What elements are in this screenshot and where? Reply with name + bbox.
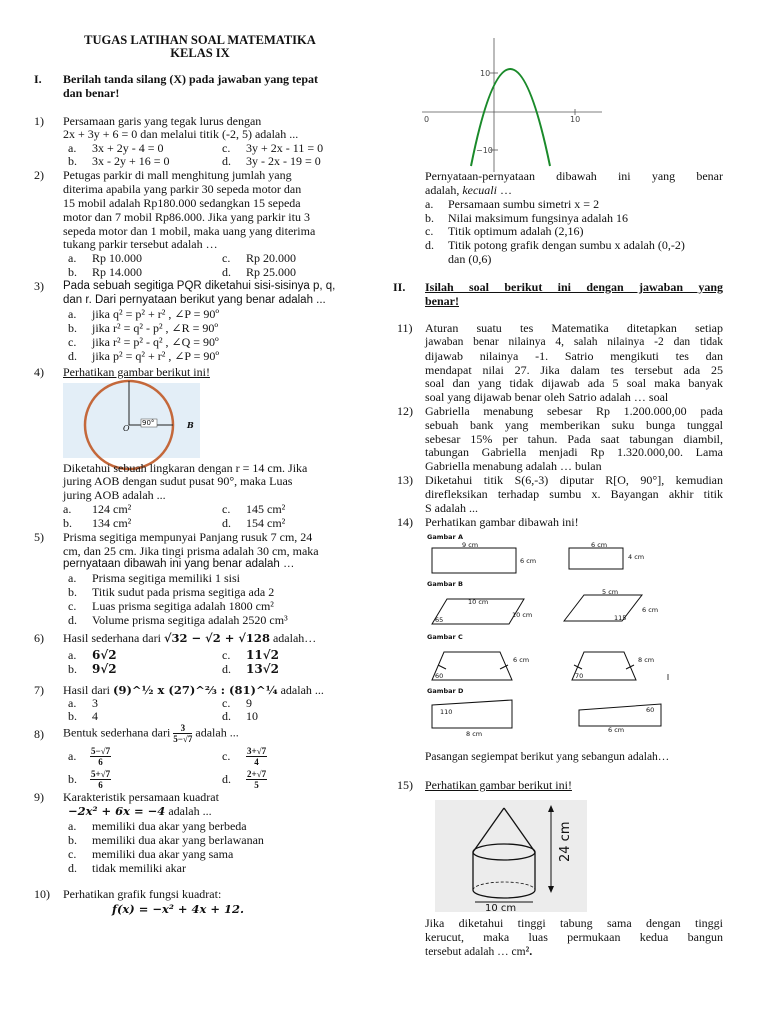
q13-number: 13) <box>397 473 413 487</box>
q4-option-c[interactable]: c. 145 cm² <box>222 502 286 516</box>
q10-text-line3: adalah, kecuali … <box>425 183 512 197</box>
doc-subtitle: KELAS IX <box>170 46 230 60</box>
rect-a2 <box>569 548 623 569</box>
d1-angle-label: 110 <box>440 708 453 716</box>
q11-text-line2: jawaban benar nilainya 4, salah nilainya -2 dan tidak <box>425 336 723 348</box>
b2-side-label: 6 cm <box>642 606 659 614</box>
q7-option-a[interactable]: a. 3 <box>68 696 98 710</box>
q4-circle-figure <box>63 383 200 458</box>
section2-instruction-line2: benar! <box>425 294 459 308</box>
q5-number: 5) <box>34 530 44 544</box>
x-tick-10: 10 <box>570 115 581 124</box>
q10-function: f(x) = −x² + 4x + 12. <box>112 902 245 916</box>
label-gambar-b: Gambar B <box>427 580 463 588</box>
q2-option-c[interactable]: c. Rp 20.000 <box>222 251 297 265</box>
doc-title: TUGAS LATIHAN SOAL MATEMATIKA <box>84 33 316 47</box>
section2-number: II. <box>393 280 406 294</box>
q14-number: 14) <box>397 515 413 529</box>
q14-text-line1: Perhatikan gambar dibawah ini! <box>425 515 579 529</box>
q7-option-b[interactable]: b. 4 <box>68 709 98 723</box>
q3-option-b[interactable]: b. jika r² = q² - p² , ∠R = 90º <box>68 321 219 335</box>
rect-a1 <box>432 548 516 573</box>
q10-parabola-graph <box>422 34 602 174</box>
q11-text-line4: mendapat nilai 27. Jika dalam tes tersebut ada 25 <box>425 363 723 377</box>
c2-angle-label: 70 <box>575 672 584 680</box>
q12-text-line1: Gabriella menabung sebesar Rp 1.200.000,00 pada <box>425 404 723 418</box>
q8-option-d[interactable]: d. $\frac{2+√7}{5}$ <box>222 769 267 790</box>
q3-option-c[interactable]: c. jika r² = p² - q² , ∠Q = 90º <box>68 335 219 349</box>
q8-number: 8) <box>34 727 44 741</box>
q2-number: 2) <box>34 168 44 182</box>
q5-option-b[interactable]: b. Titik sudut pada prisma segitiga ada 2 <box>68 585 275 599</box>
q9-text-line2: −2x² + 6x = −4 adalah ... <box>68 804 212 818</box>
q7-text-line1: Hasil dari (9)^½ x (27)^⅔ : (81)^¼ adalah ... <box>63 683 324 697</box>
q6-option-a[interactable]: a. 6√2 <box>68 648 117 662</box>
q4-text-line1: Perhatikan gambar berikut ini! <box>63 365 210 379</box>
b1-top-label: 10 cm <box>468 598 489 606</box>
q5-text-line3: pernyataan dibawah ini yang benar adalah … <box>63 558 295 570</box>
diameter-label: 10 cm <box>485 903 517 914</box>
b2-top-label: 5 cm <box>602 588 619 596</box>
q15-text-line3: kerucut, maka luas permukaan kedua bangun <box>425 930 723 944</box>
d1-bottom-label: 8 cm <box>466 730 483 738</box>
q13-text-line3: S adalah ... <box>425 501 478 515</box>
q4-option-a[interactable]: a. 124 cm² <box>63 502 132 516</box>
q8-text-line1: Bentuk sederhana dari $\frac{3}{5-√7}$ adalah ... <box>63 723 239 744</box>
q2-text-line2: diterima apabila yang parkir 30 sepeda motor dan <box>63 182 302 196</box>
section1-number: I. <box>34 72 42 86</box>
q11-text-line6: soal yang dijawab benar oleh Satrio adalah … soal <box>425 390 669 404</box>
q1-text-line1: Persamaan garis yang tegak lurus dengan <box>63 114 262 128</box>
q10-option-d[interactable]: d. Titik potong grafik dengan sumbu x adalah (0,-2) <box>425 238 685 252</box>
q15-number: 15) <box>397 778 413 792</box>
d2-bottom-label: 6 cm <box>608 726 625 734</box>
q14-text-line2: Pasangan segiempat berikut yang sebangun adalah… <box>425 751 670 763</box>
q4-option-d[interactable]: d. 154 cm² <box>222 516 286 530</box>
q10-text-line1: Perhatikan grafik fungsi kuadrat: <box>63 887 222 901</box>
q13-text-line2: direfleksikan terhadap sumbu x. Bayangan akhir titik <box>425 487 723 501</box>
q10-number: 10) <box>34 887 50 901</box>
q10-option-a[interactable]: a. Persamaan sumbu simetri x = 2 <box>425 197 600 211</box>
q6-option-d[interactable]: d. 13√2 <box>222 662 279 676</box>
cylinder-bottom <box>473 890 535 898</box>
q14-quadrilaterals-figure <box>424 532 674 737</box>
q1-text-line2: 2x + 3y + 6 = 0 dan melalui titik (-2, 5) adalah ... <box>63 127 299 141</box>
q9-option-a[interactable]: a. memiliki dua akar yang berbeda <box>68 819 247 833</box>
a1-top-label: 9 cm <box>462 541 479 549</box>
q12-text-line3: sebesar 15% per tahun. Pada saat tabungan diambil, <box>425 432 723 446</box>
q11-number: 11) <box>397 321 413 335</box>
q13-text-line1: Diketahui titik S(6,-3) diputar R[O, 90°], kemudian <box>425 473 723 487</box>
q2-text-line1: Petugas parkir di mall menghitung jumlah yang <box>63 168 292 182</box>
angle-label: 90° <box>142 419 155 427</box>
trapezoid-c1 <box>432 652 512 680</box>
x-tick-0: 0 <box>424 115 430 124</box>
q6-option-b[interactable]: b. 9√2 <box>68 662 117 676</box>
q12-text-line5: Gabriella menabung adalah … bulan <box>425 459 602 473</box>
q15-text-line2: Jika diketahui tinggi tabung sama dengan tinggi <box>425 916 723 930</box>
section1-instruction-line2: dan benar! <box>63 86 120 100</box>
parallelogram-b2 <box>564 595 642 621</box>
q6-option-c[interactable]: c. 11√2 <box>222 648 279 662</box>
section2-instruction-line1: Isilah soal berikut ini dengan jawaban yang <box>425 280 723 294</box>
a2-side-label: 4 cm <box>628 553 645 561</box>
q11-text-line5: soal dan yang tidak dijawab ada 5 soal maka banyak <box>425 376 723 390</box>
label-gambar-a: Gambar A <box>427 533 464 541</box>
q5-text-line1: Prisma segitiga mempunyai Panjang rusuk 7 cm, 24 <box>63 530 313 544</box>
q8-option-b[interactable]: b. $\frac{5+√7}{6}$ <box>68 769 111 790</box>
c1-angle-label: 60 <box>435 672 444 680</box>
q10-option-d-line2: dan (0,6) <box>448 252 492 266</box>
q5-option-c[interactable]: c. Luas prisma segitiga adalah 1800 cm² <box>68 599 274 613</box>
q2-text-line4: motor dan 7 mobil Rp86.000. Jika yang parkir itu 3 <box>63 210 310 224</box>
q4-text-line2: Diketahui sebuah lingkaran dengan r = 14 cm. Jika <box>63 461 308 475</box>
q4-text-line4: juring AOB adalah ... <box>63 488 166 502</box>
q2-text-line6: tukang parkir tersebut adalah … <box>63 237 218 251</box>
q7-expression: (9)^½ x (27)^⅔ : (81)^¼ <box>113 683 278 697</box>
q3-number: 3) <box>34 279 44 293</box>
q9-number: 9) <box>34 790 44 804</box>
cylinder-top <box>473 844 535 860</box>
q10-option-c[interactable]: c. Titik optimum adalah (2,16) <box>425 224 584 238</box>
q6-number: 6) <box>34 631 44 645</box>
c2-side-label: 8 cm <box>638 656 655 664</box>
q9-option-c[interactable]: c. memiliki dua akar yang sama <box>68 847 234 861</box>
q9-text-line1: Karakteristik persamaan kuadrat <box>63 790 219 804</box>
q6-text-line1: Hasil sederhana dari √32 − √2 + √128 adalah… <box>63 631 317 645</box>
label-gambar-c: Gambar C <box>427 633 463 641</box>
q3-text-line2: dan r. Dari pernyataan berikut yang benar adalah ... <box>63 294 326 306</box>
q3-text-line1: Pada sebuah segitiga PQR diketahui sisi-sisinya p, q, <box>63 280 336 292</box>
q6-expression: √32 − √2 + √128 <box>163 631 270 645</box>
q10-option-b[interactable]: b. Nilai maksimum fungsinya adalah 16 <box>425 211 628 225</box>
q7-option-d[interactable]: d. 10 <box>222 709 258 723</box>
q5-text-line2: cm, dan 25 cm. Jika tingi prisma adalah 30 cm, maka <box>63 544 319 558</box>
q11-text-line1: Aturan suatu tes Matematika ditetapkan setiap <box>425 321 723 335</box>
b2-angle-label: 115 <box>614 614 627 622</box>
q2-text-line5: sepeda motor dan 1 mobil, maka uang yang diterima <box>63 224 316 238</box>
q7-option-c[interactable]: c. 9 <box>222 696 252 710</box>
height-label: 24 cm <box>558 821 573 862</box>
q12-number: 12) <box>397 404 413 418</box>
q15-solid-svg <box>435 800 587 912</box>
q10-text-line2: Pernyataan-pernyataan dibawah ini yang benar <box>425 169 723 183</box>
q15-text-line4: tersebut adalah … cm². <box>425 944 533 958</box>
q4-option-b[interactable]: b. 134 cm² <box>63 516 132 530</box>
q3-option-d[interactable]: d. jika p² = q² + r² , ∠P = 90º <box>68 349 220 363</box>
q1-option-a[interactable]: a. 3x + 2y - 4 = 0 <box>68 141 164 155</box>
y-tick-10: 10 <box>480 69 491 78</box>
q12-text-line4: tabungan Gabriella menjadi Rp 1.320.000,00. Lama <box>425 445 723 459</box>
section1-instruction-line1: Berilah tanda silang (X) pada jawaban yang tepat <box>63 72 319 86</box>
q5-option-a[interactable]: a. Prisma segitiga memiliki 1 sisi <box>68 571 240 585</box>
q8-option-c[interactable]: c. $\frac{3+√7}{4}$ <box>222 746 267 767</box>
center-label: O <box>123 424 130 433</box>
y-tick-minus10: −10 <box>476 146 493 155</box>
a2-top-label: 6 cm <box>591 541 608 549</box>
q1-option-b[interactable]: b. 3x - 2y + 16 = 0 <box>68 154 170 168</box>
q11-text-line3: dijawab nilainya -1. Satrio mengikuti tes dan <box>425 349 723 363</box>
q2-option-b[interactable]: b. Rp 14.000 <box>68 265 143 279</box>
q7-number: 7) <box>34 683 44 697</box>
q9-expression: −2x² + 6x = −4 <box>68 804 166 818</box>
q1-option-c[interactable]: c. 3y + 2x - 11 = 0 <box>222 141 324 155</box>
c1-side-label: 6 cm <box>513 656 530 664</box>
q4-circle-svg <box>63 383 200 458</box>
q2-text-line3: 15 mobil adalah Rp180.000 sedangkan 15 sepeda <box>63 196 301 210</box>
d2-angle-label: 60 <box>646 706 655 714</box>
q4-number: 4) <box>34 365 44 379</box>
q8-option-a[interactable]: a. $\frac{5-√7}{6}$ <box>68 746 111 767</box>
q4-text-line3: juring AOB dengan sudut pusat 90°, maka Luas <box>63 474 293 488</box>
label-gambar-d: Gambar D <box>427 687 464 695</box>
q5-option-d[interactable]: d. Volume prisma segitiga adalah 2520 cm³ <box>68 613 288 627</box>
q3-option-a[interactable]: a. jika q² = p² + r² , ∠P = 90º <box>68 307 220 321</box>
b1-mid-label: 10 cm <box>512 611 533 619</box>
point-b-label: B <box>187 420 194 430</box>
q1-option-d[interactable]: d. 3y - 2x - 19 = 0 <box>222 154 321 168</box>
q12-text-line2: sebuah bank yang memberikan suku bunga tunggal <box>425 418 723 432</box>
a1-side-label: 6 cm <box>520 557 537 565</box>
b1-angle-label: 65 <box>435 616 444 624</box>
q2-option-d[interactable]: d. Rp 25.000 <box>222 265 297 279</box>
q2-option-a[interactable]: a. Rp 10.000 <box>68 251 143 265</box>
q8-fraction: $\frac{3}{5-√7}$ <box>173 723 193 744</box>
q9-option-d[interactable]: d. tidak memiliki akar <box>68 861 186 875</box>
q1-number: 1) <box>34 114 44 128</box>
q15-cone-cylinder-figure <box>435 800 587 912</box>
q15-text-line1: Perhatikan gambar berikut ini! <box>425 778 572 792</box>
q9-option-b[interactable]: b. memiliki dua akar yang berlawanan <box>68 833 264 847</box>
